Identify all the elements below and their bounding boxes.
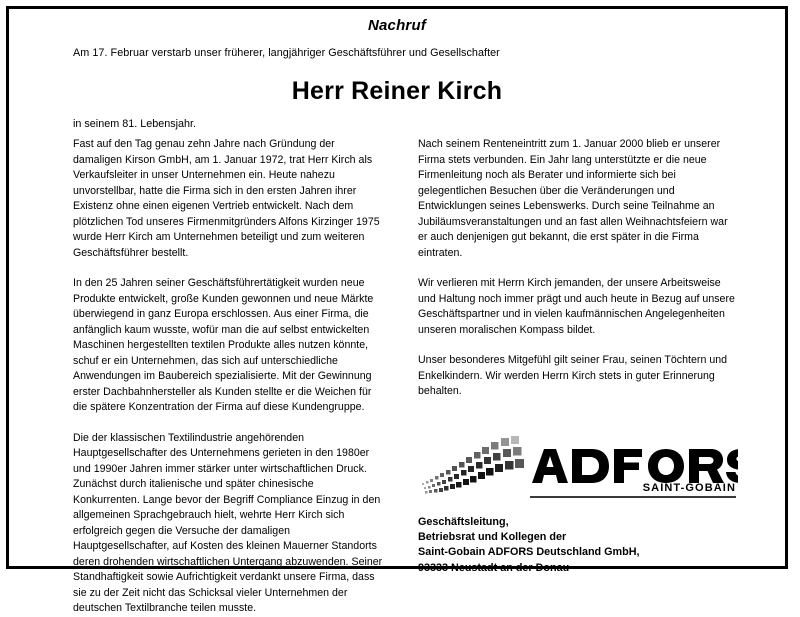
deceased-name-heading: Herr Reiner Kirch: [291, 77, 503, 105]
paragraph: Die der klassischen Textilindustrie angehörenden Hauptgesellschafter des Unternehmens gerieten in den 1980er und 1990er Jahren immer stärker unter wirtschaftlichen Druck. Zunächst durch italienische und später chinesische Konkurrenten. Lange bevor der Begriff Compliance Einzug in den allgemeinen Sprachgebrauch hielt, wehrte Herr Kirch sich erfolgreich gegen die Versuche der damaligen Hauptgesellschafter, auf Kosten des kleinen Mauerner Standorts deren drohenden wirtschaftlichen Untergang abzuwenden. Seiner Standhaftigkeit sowie Aufrichtigkeit verdankt unsere Firma, dass sie zu der Zeit nicht das Schicksal vieler Unternehmen der deutschen Textilbranche teilen musste.: [73, 431, 383, 614]
signature-line: Betriebsrat und Kollegen der: [418, 531, 567, 544]
age-line: in seinem 81. Lebensjahr.: [73, 118, 197, 130]
signature-line: 93333 Neustadt an der Donau: [418, 561, 570, 574]
paragraph: Wir verlieren mit Herrn Kirch jemanden, der unsere Arbeitsweise und Haltung noch immer prägt und auch heute in Bezug auf unsere Geschäftspartner und in vielen kaufmännischen Angelegenheiten unseren moralischen Kompass bildet.: [418, 277, 735, 336]
right-text-column: [418, 137, 738, 400]
paragraph: In den 25 Jahren seiner Geschäftsführertätigkeit wurden neue Produkte entwickelt, große Kunden gewonnen und neue Märkte überwiegend in ganz Europa erschlossen. Aus einer Firma, die anfänglich kaum wusste, wofür man die auf selbst entwickelten Maschinen hergestellten textilen Produkte alles nutzen könnte, schuf er ein Unternehmen, das sich auf unterschiedliche Anwendungen im Baubereich spezialisierte. Mit der Gewinnung erster Dachbahnhersteller als Kunden stellte er die Weichen für die spätere Konzentration der Firma auf diese Kundengruppe.: [73, 277, 374, 413]
paragraph: Nach seinem Renteneintritt zum 1. Januar 2000 blieb er unserer Firma stets verbunden. Ein Jahr lang unterstützte er die neue Firmenleitung noch als Berater und informierte sich bei gelegentlichen Besuchen über die Veränderungen und Entwicklungen seines Lebenswerks. Durch seine Teilnahme an Jubiläumsveranstaltungen und an fast allen Weihnachtsfeiern war er auch denjenigen gut bekannt, die erst später in die Firma eintraten.: [418, 138, 728, 259]
signature-block: [418, 515, 640, 576]
saint-gobain-subtitle: SAINT-GOBAIN: [642, 482, 736, 494]
signature-line: Geschäftsleitung,: [418, 516, 509, 528]
paragraph: Fast auf den Tag genau zehn Jahre nach Gründung der damaligen Kirson GmbH, am 1. Januar 1972, trat Herr Kirch als Verkaufsleiter in unser Unternehmen ein. Heute nahezu unvorstellbar, hatte die Firma sich in den ersten Jahren ihrer Existenz ohne einen eigenen Vertrieb entwickelt. Nach dem plötzlichen Tod unseres Firmenmitgründers Alfons Kirzinger 1975 wurde Herr Kirch am Unternehmen beteiligt und zum weiteren Geschäftsführer bestellt.: [73, 138, 380, 259]
obituary-page: [6, 6, 788, 614]
intro-line: Am 17. Februar verstarb unser früherer, langjähriger Geschäftsführer und Gesellschafter: [73, 47, 500, 59]
paragraph: Unser besonderes Mitgefühl gilt seiner Frau, seinen Töchtern und Enkelkindern. Wir werden Herrn Kirch stets in guter Erinnerung behalten.: [418, 354, 728, 397]
page-inner: [9, 9, 785, 614]
page-title: Nachruf: [367, 17, 427, 34]
company-logo: [418, 433, 738, 505]
left-text-column: [73, 137, 383, 617]
signature-line: Saint-Gobain ADFORS Deutschland GmbH,: [418, 546, 640, 559]
adfors-mesh-swoosh-icon: [418, 433, 530, 500]
logo-divider: [530, 496, 736, 498]
